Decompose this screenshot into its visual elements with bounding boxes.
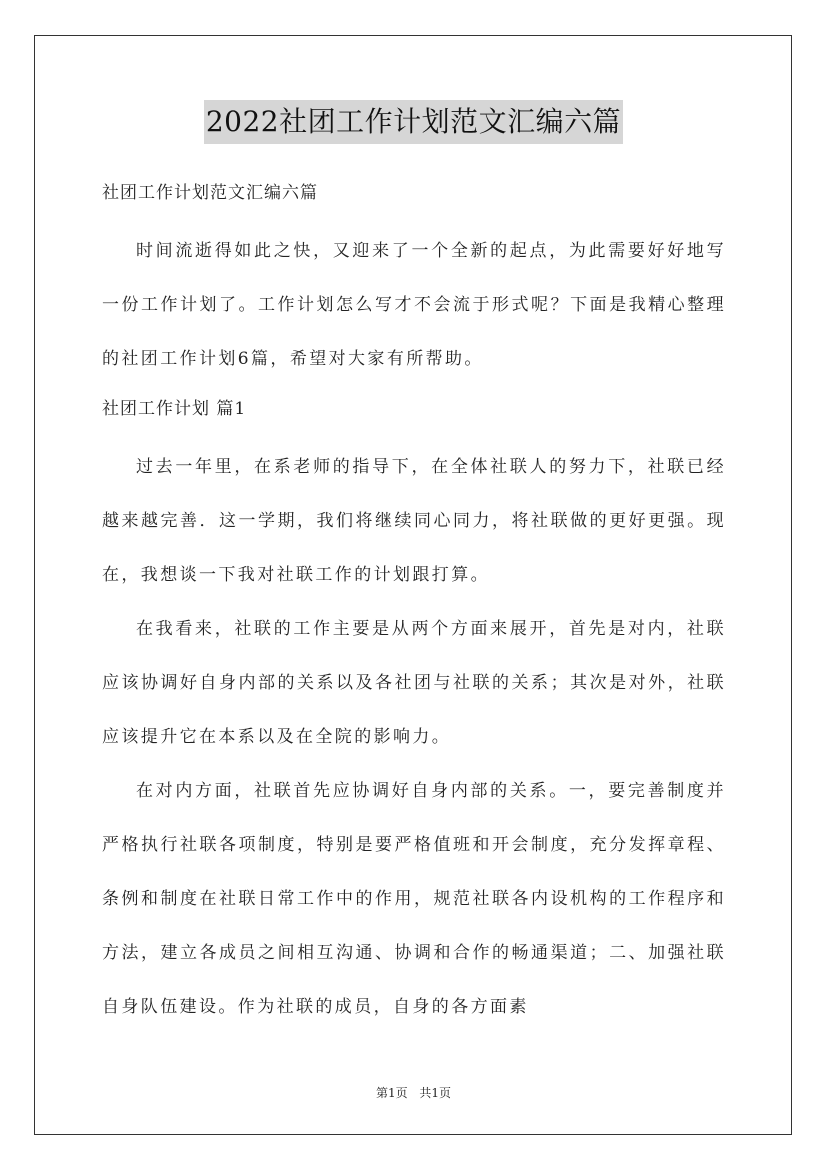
intro-paragraph: 时间流逝得如此之快，又迎来了一个全新的起点，为此需要好好地写一份工作计划了。工作计划怎么写才不会流于形式呢？下面是我精心整理的社团工作计划6篇，希望对大家有所帮助。	[102, 241, 726, 369]
page-number: 第1页	[375, 1086, 408, 1100]
document-title: 2022社团工作计划范文汇编六篇	[204, 100, 623, 144]
body-paragraph: 在我看来，社联的工作主要是从两个方面来展开，首先是对内，社联应该协调好自身内部的关系以及各社团与社联的关系；其次是对外，社联应该提升它在本系以及在全院的影响力。	[102, 619, 726, 747]
body-paragraph: 过去一年里，在系老师的指导下，在全体社联人的努力下，社联已经越来越完善．这一学期，我们将继续同心同力，将社联做的更好更强。现在，我想谈一下我对社联工作的计划跟打算。	[102, 457, 726, 585]
page-total: 共1页	[419, 1086, 452, 1100]
title-container	[0, 100, 827, 144]
document-subtitle: 社团工作计划范文汇编六篇	[102, 183, 318, 203]
body-paragraph: 在对内方面，社联首先应协调好自身内部的关系。一，要完善制度并严格执行社联各项制度，特别是要严格值班和开会制度，充分发挥章程、条例和制度在社联日常工作中的作用，规范社联各内设机构的工作程序和方法，建立各成员之间相互沟通、协调和合作的畅通渠道；二、加强社联自身队伍建设。作为社联的成员，自身的各方面素	[102, 781, 726, 1017]
page-footer	[0, 1084, 827, 1101]
document-body	[102, 170, 726, 1034]
section-heading: 社团工作计划 篇1	[102, 399, 247, 419]
